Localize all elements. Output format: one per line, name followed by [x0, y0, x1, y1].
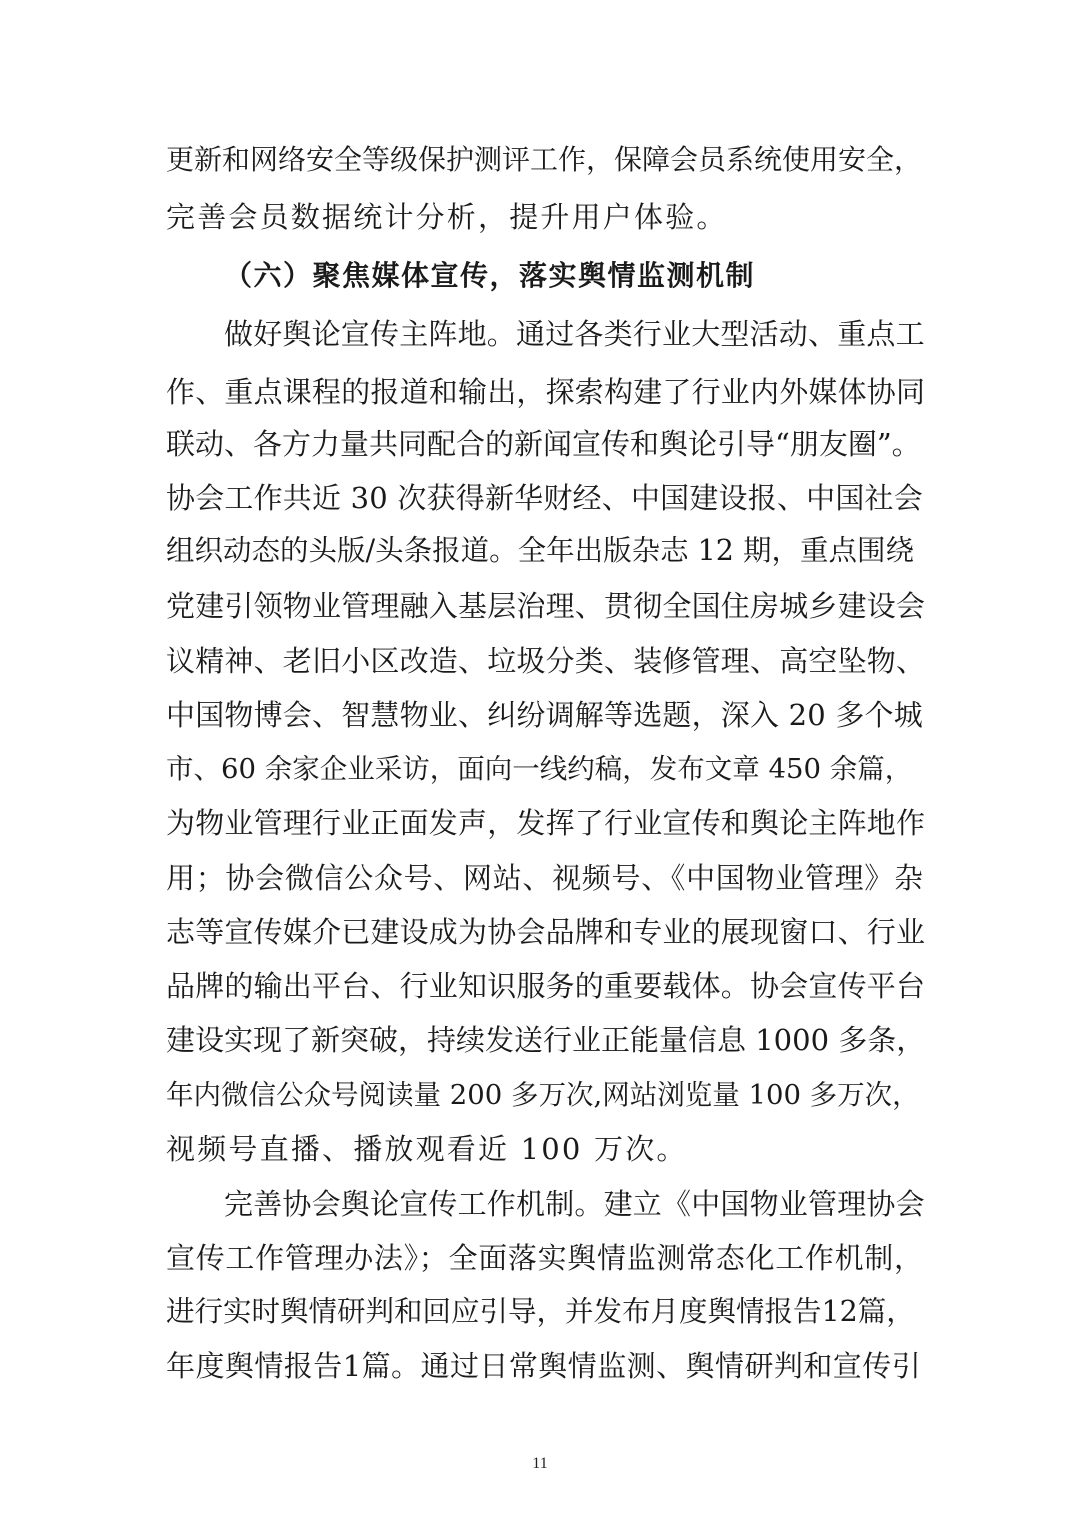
body-line: 市、60 余家企业采访，面向一线约稿，发布文章 450 余篇，: [166, 753, 913, 785]
section-heading: （六）聚焦媒体宣传，落实舆情监测机制: [224, 259, 756, 292]
body-line: 作、重点课程的报道和输出，探索构建了行业内外媒体协同: [166, 375, 926, 409]
body-line: 用；协会微信公众号、网站、视频号、《中国物业管理》杂: [166, 861, 924, 895]
body-line: 组织动态的头版/头条报道。全年出版杂志 12 期，重点围绕: [166, 534, 914, 567]
body-line: 为物业管理行业正面发声，发挥了行业宣传和舆论主阵地作: [166, 806, 926, 840]
page-number: 11: [532, 1455, 548, 1472]
body-line: 进行实时舆情研判和回应引导，并发布月度舆情报告12篇，: [166, 1295, 915, 1328]
body-line: 年内微信公众号阅读量 200 多万次,网站浏览量 100 多万次，: [166, 1079, 920, 1111]
body-line: 协会工作共近 30 次获得新华财经、中国建设报、中国社会: [166, 481, 923, 515]
paragraph-first-line: 做好舆论宣传主阵地。通过各类行业大型活动、重点工: [224, 317, 925, 351]
body-line: 联动、各方力量共同配合的新闻宣传和舆论引导“朋友圈”。: [166, 427, 921, 461]
body-line: 建设实现了新突破，持续发送行业正能量信息 1000 多条，: [166, 1023, 926, 1057]
paragraph-first-line: 完善协会舆论宣传工作机制。建立《中国物业管理协会: [224, 1187, 925, 1221]
body-line: 年度舆情报告1篇。通过日常舆情监测、舆情研判和宣传引: [166, 1349, 922, 1383]
body-line: 宣传工作管理办法》；全面落实舆情监测常态化工作机制，: [166, 1241, 924, 1275]
body-line: 完善会员数据统计分析，提升用户体验。: [166, 200, 728, 234]
body-line: 更新和网络安全等级保护测评工作，保障会员系统使用安全，: [166, 143, 923, 176]
body-line: 党建引领物业管理融入基层治理、贯彻全国住房城乡建设会: [166, 589, 926, 623]
body-line: 中国物博会、智慧物业、纠纷调解等选题，深入 20 多个城: [166, 698, 923, 732]
body-line: 议精神、老旧小区改造、垃圾分类、装修管理、高空坠物、: [166, 644, 926, 678]
body-line: 志等宣传媒介已建设成为协会品牌和专业的展现窗口、行业: [166, 915, 926, 949]
body-line: 品牌的输出平台、行业知识服务的重要载体。协会宣传平台: [166, 969, 926, 1003]
body-line: 视频号直播、播放观看近 100 万次。: [166, 1132, 688, 1166]
